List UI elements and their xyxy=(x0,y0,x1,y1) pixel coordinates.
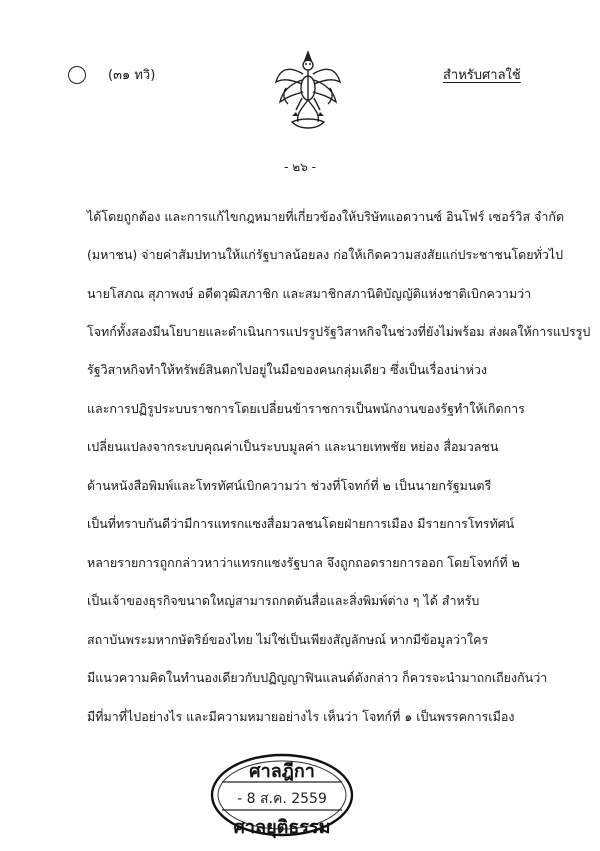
body-line: เป็นเจ้าของธุรกิจขนาดใหญ่สามารถกดดันสื่อและสิ่งพิมพ์ต่าง ๆ ได้ สำหรับ xyxy=(87,593,480,608)
body-line: สถาบันพระมหากษัตริย์ของไทย ไม่ใช่เป็นเพียงสัญลักษณ์ หากมีข้อมูลว่าใคร xyxy=(87,632,489,647)
body-line: ได้โดยถูกต้อง และการแก้ไขกฎหมายที่เกี่ยวข้องให้บริษัทแอดวานซ์ อินโฟร์ เซอร์วิส จำกัด xyxy=(87,209,565,224)
circle-mark xyxy=(68,66,86,84)
body-line: นายโสภณ สุภาพงษ์ อดีตวุฒิสภาชิก และสมาชิกสภานิติบัญญัติแห่งชาติเบิกความว่า xyxy=(87,286,532,301)
court-stamp xyxy=(208,752,356,838)
body-line: โจทก์ทั้งสองมีนโยบายและดำเนินการแปรรูปรัฐวิสาหกิจในช่วงที่ยังไม่พร้อม ส่งผลให้การแปรรูป xyxy=(87,324,591,339)
body-line: และการปฏิรูประบบราชการโดยเปลี่ยนข้าราชการเป็นพนักงานของรัฐทำให้เกิดการ xyxy=(87,401,525,416)
body-line: ด้านหนังสือพิมพ์และโทรทัศน์เบิกความว่า ช่วงที่โจทก์ที่ ๒ เป็นนายกรัฐมนตรี xyxy=(87,478,492,493)
stamp-date: - 8 ส.ค. 2559 xyxy=(237,791,327,807)
form-code: (๓๑ ทวิ) xyxy=(108,68,156,83)
court-use-label: สำหรับศาลใช้ xyxy=(443,68,521,83)
body-line: เปลี่ยนแปลงจากระบบคุณค่าเป็นระบบมูลค่า และนายเทพชัย หย่อง สื่อมวลชน xyxy=(87,439,499,454)
page-number: - ๒๖ - xyxy=(284,160,316,174)
body-line: หลายรายการถูกกล่าวหาว่าแทรกแซงรัฐบาล จึงถูกถอดรายการออก โดยโจทก์ที่ ๒ xyxy=(87,555,520,570)
stamp-court-system: ศาลยุติธรรม xyxy=(233,817,331,838)
garuda-emblem-icon xyxy=(272,48,344,134)
body-line: มีแนวความคิดในทำนองเดียวกับปฏิญญาฟินแลนด์ดังกล่าว ก็ควรจะนำมาถกเถียงกันว่า xyxy=(87,670,548,685)
stamp-court-name: ศาลฎีกา xyxy=(249,761,315,782)
body-line: รัฐวิสาหกิจทำให้ทรัพย์สินตกไปอยู่ในมือของคนกลุ่มเดียว ซึ่งเป็นเรื่องน่าห่วง xyxy=(87,362,487,377)
body-line: (มหาชน) จ่ายค่าสัมปทานให้แก่รัฐบาลน้อยลง ก่อให้เกิดความสงสัยแก่ประชาชนโดยทั่วไป xyxy=(87,247,564,262)
body-line: มีที่มาที่ไปอย่างไร และมีความหมายอย่างไร เห็นว่า โจทก์ที่ ๑ เป็นพรรคการเมือง xyxy=(87,709,515,724)
body-line: เป็นที่ทราบกันดีว่ามีการแทรกแซงสื่อมวลชนโดยฝ่ายการเมือง มีรายการโทรทัศน์ xyxy=(87,516,515,531)
